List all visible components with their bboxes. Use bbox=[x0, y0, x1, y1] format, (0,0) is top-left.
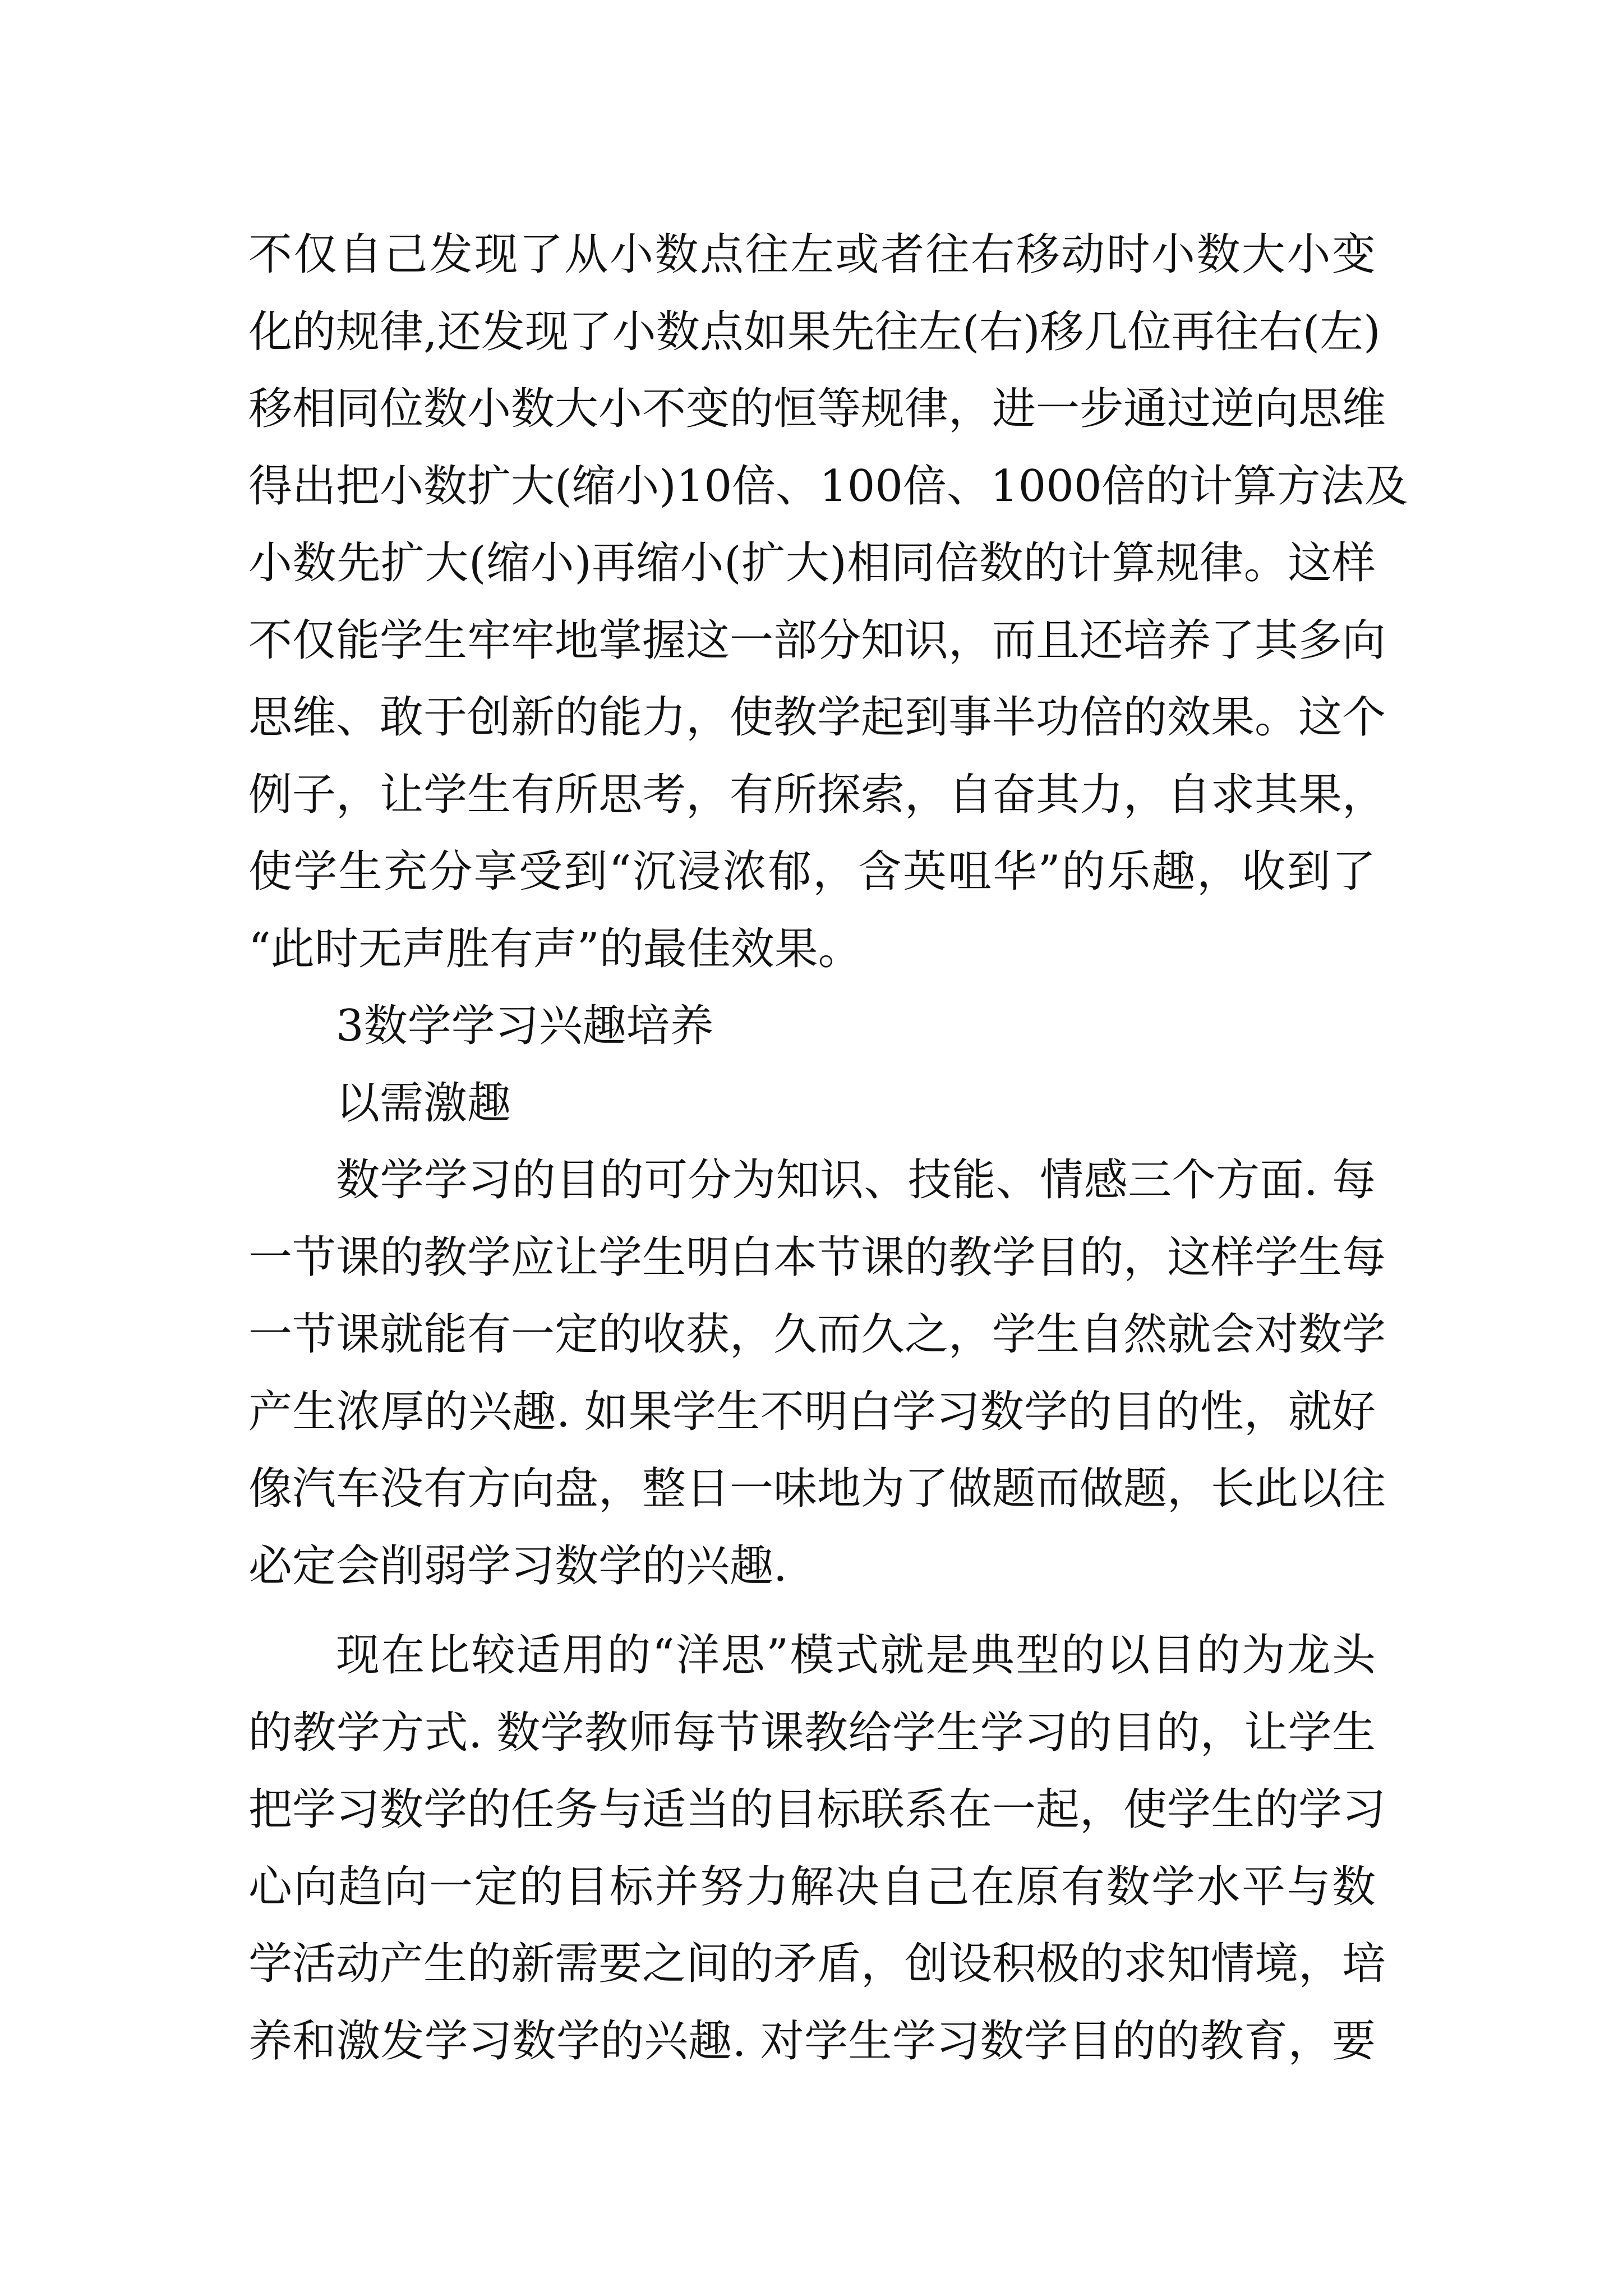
text-line: 必定会削弱学习数学的兴趣. bbox=[248, 1540, 787, 1591]
paragraph-spacer bbox=[248, 1605, 1376, 1617]
text-line: 现在比较适用的“洋思”模式就是典型的以目的为龙头 bbox=[336, 1630, 1376, 1681]
paragraph bbox=[248, 217, 1408, 988]
text-line: 移相同位数小数大小不变的恒等规律，进一步通过逆向思维 bbox=[248, 384, 1386, 434]
text-line: “此时无声胜有声”的最佳效果。 bbox=[248, 923, 862, 974]
paragraph bbox=[248, 1142, 1386, 1605]
text-line: 一节课的教学应让学生明白本节课的教学目的，这样学生每 bbox=[248, 1232, 1386, 1283]
text-line: 像汽车没有方向盘，整日一味地为了做题而做题，长此以往 bbox=[248, 1464, 1386, 1514]
document-body bbox=[248, 217, 1408, 2080]
paragraph bbox=[248, 1617, 1386, 2080]
text-line: 把学习数学的任务与适当的目标联系在一起，使学生的学习 bbox=[248, 1784, 1386, 1835]
text-line: 不仅能学生牢牢地掌握这一部分知识，而且还培养了其多向 bbox=[248, 615, 1386, 666]
subsection-heading: 以需激趣 bbox=[336, 1078, 511, 1129]
text-line: 数学学习的目的可分为知识、技能、情感三个方面. 每 bbox=[336, 1155, 1376, 1205]
text-line: 不仅自己发现了从小数点往左或者往右移动时小数大小变 bbox=[248, 229, 1376, 280]
text-line: 小数先扩大(缩小)再缩小(扩大)相同倍数的计算规律。这样 bbox=[248, 538, 1376, 588]
text-line: 一节课就能有一定的收获，久而久之，学生自然就会对数学 bbox=[248, 1309, 1386, 1360]
text-line: 得出把小数扩大(缩小)10倍、100倍、1000倍的计算方法及 bbox=[248, 461, 1408, 512]
text-line: 的教学方式. 数学教师每节课教给学生学习的目的，让学生 bbox=[248, 1707, 1376, 1758]
text-line: 思维、敢于创新的能力，使教学起到事半功倍的效果。这个 bbox=[248, 692, 1386, 743]
text-line: 化的规律,还发现了小数点如果先往左(右)移几位再往右(左) bbox=[248, 306, 1381, 357]
text-line: 养和激发学习数学的兴趣. 对学生学习数学目的的教育，要 bbox=[248, 2016, 1376, 2067]
section-heading: 3数学学习兴趣培养 bbox=[336, 1001, 714, 1051]
text-line: 学活动产生的新需要之间的矛盾，创设积极的求知情境，培 bbox=[248, 1939, 1386, 1989]
text-line: 产生浓厚的兴趣. 如果学生不明白学习数学的目的性，就好 bbox=[248, 1386, 1376, 1437]
text-line: 例子，让学生有所思考，有所探索，自奋其力，自求其果， bbox=[248, 769, 1386, 820]
text-line: 使学生充分享受到“沉浸浓郁，含英咀华”的乐趣，收到了 bbox=[248, 846, 1376, 897]
text-line: 心向趋向一定的目标并努力解决自己在原有数学水平与数 bbox=[248, 1861, 1376, 1912]
